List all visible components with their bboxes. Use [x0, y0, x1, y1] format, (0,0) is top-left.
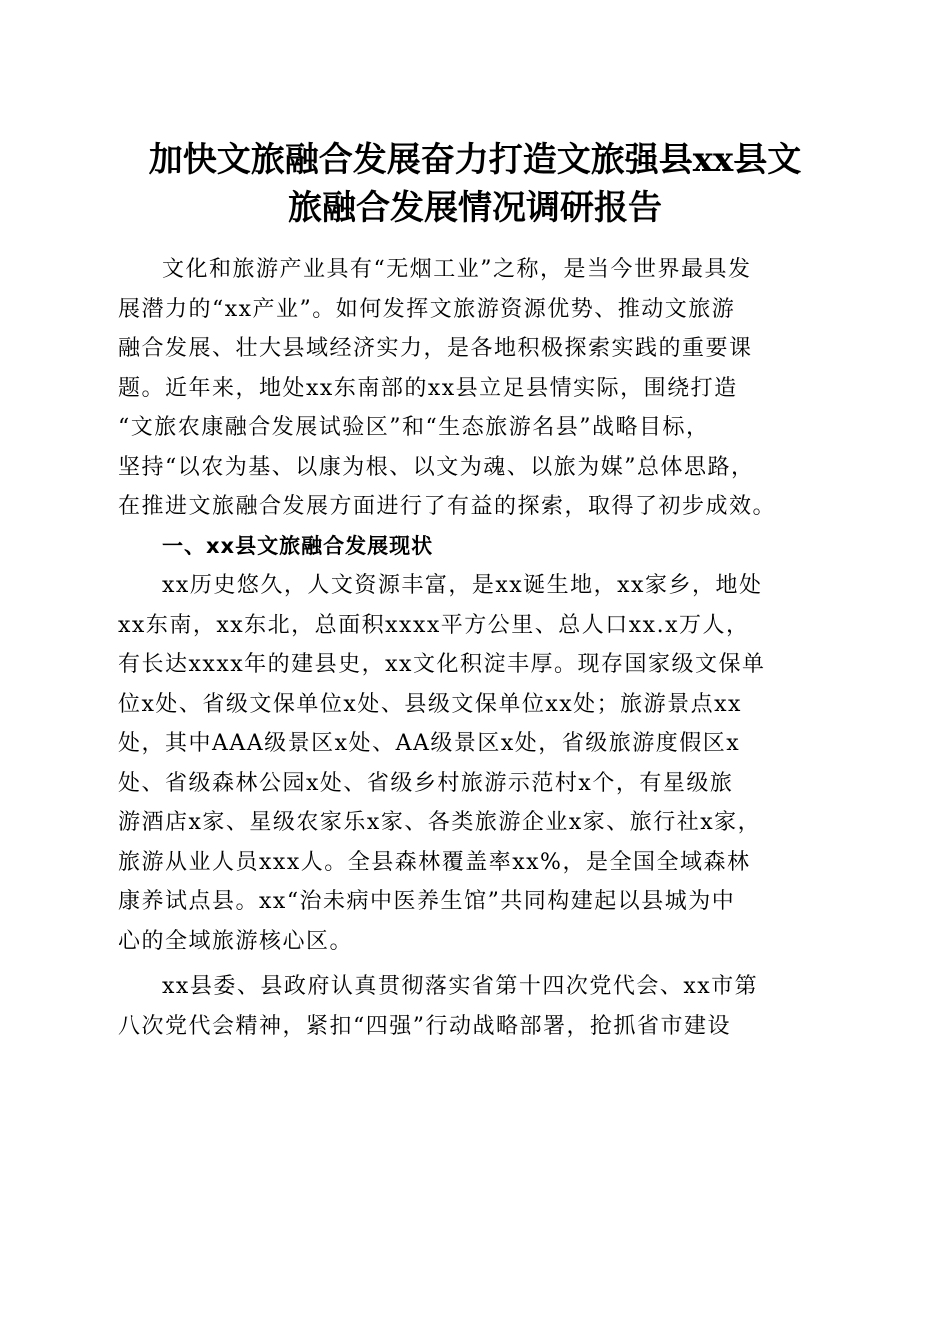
section1-paragraph-1: [118, 566, 834, 961]
text-line: 融合发展、壮大县域经济实力，是各地积极探索实践的重要课: [118, 336, 753, 361]
text-line: 康养试点县。xx“治未病中医养生馆”共同构建起以县城为中: [118, 889, 736, 914]
text-line: 处、省级森林公园x处、省级乡村旅游示范村x个，有星级旅: [118, 770, 734, 796]
text-line: 心的全域旅游核心区。: [118, 928, 354, 954]
text-line: 有长达xxxx年的建县史，xx文化积淀丰厚。现存国家级文保单: [118, 652, 766, 677]
document-title: [110, 136, 840, 232]
text-line: 八次党代会精神，紧扣“四强”行动战略部署，抢抓省市建设: [118, 1013, 731, 1039]
text-line: xx历史悠久，人文资源丰富，是xx诞生地，xx家乡，地处: [162, 573, 763, 598]
text-line: 位x处、省级文保单位x处、县级文保单位xx处；旅游景点xx: [118, 691, 742, 717]
title-line-2: 旅融合发展情况调研报告: [288, 188, 662, 228]
title-line-1: 加快文旅融合发展奋力打造文旅强县xx县文: [148, 140, 802, 180]
section1-paragraph-2: [118, 967, 834, 1046]
document-body: [118, 250, 834, 1046]
text-line: “文旅农康融合发展试验区”和“生态旅游名县”战略目标，: [118, 415, 710, 440]
text-line: 处，其中AAA级景区x处、AA级景区x处，省级旅游度假区x: [118, 731, 741, 756]
intro-paragraph: [118, 250, 834, 527]
text-line: 在推进文旅融合发展方面进行了有益的探索，取得了初步成效。: [118, 494, 777, 519]
text-line: xx东南，xx东北，总面积xxxx平方公里、总人口xx.x万人，: [118, 612, 750, 638]
text-line: 游酒店x家、星级农家乐x家、各类旅游企业x家、旅行社x家，: [118, 810, 762, 835]
text-line: 旅游从业人员xxx人。全县森林覆盖率xx%，是全国全域森林: [118, 849, 751, 875]
text-line: 坚持“以农为基、以康为根、以文为魂、以旅为媒”总体思路，: [118, 454, 755, 480]
section-heading: 一、xx县文旅融合发展现状: [162, 533, 434, 558]
text-line: 题。近年来，地处xx东南部的xx县立足县情实际，围绕打造: [118, 375, 738, 401]
text-line: 展潜力的“xx产业”。如何发挥文旅游资源优势、推动文旅游: [118, 296, 736, 322]
text-line: 文化和旅游产业具有“无烟工业”之称，是当今世界最具发: [162, 257, 752, 282]
text-line: xx县委、县政府认真贯彻落实省第十四次党代会、xx市第: [162, 974, 759, 999]
